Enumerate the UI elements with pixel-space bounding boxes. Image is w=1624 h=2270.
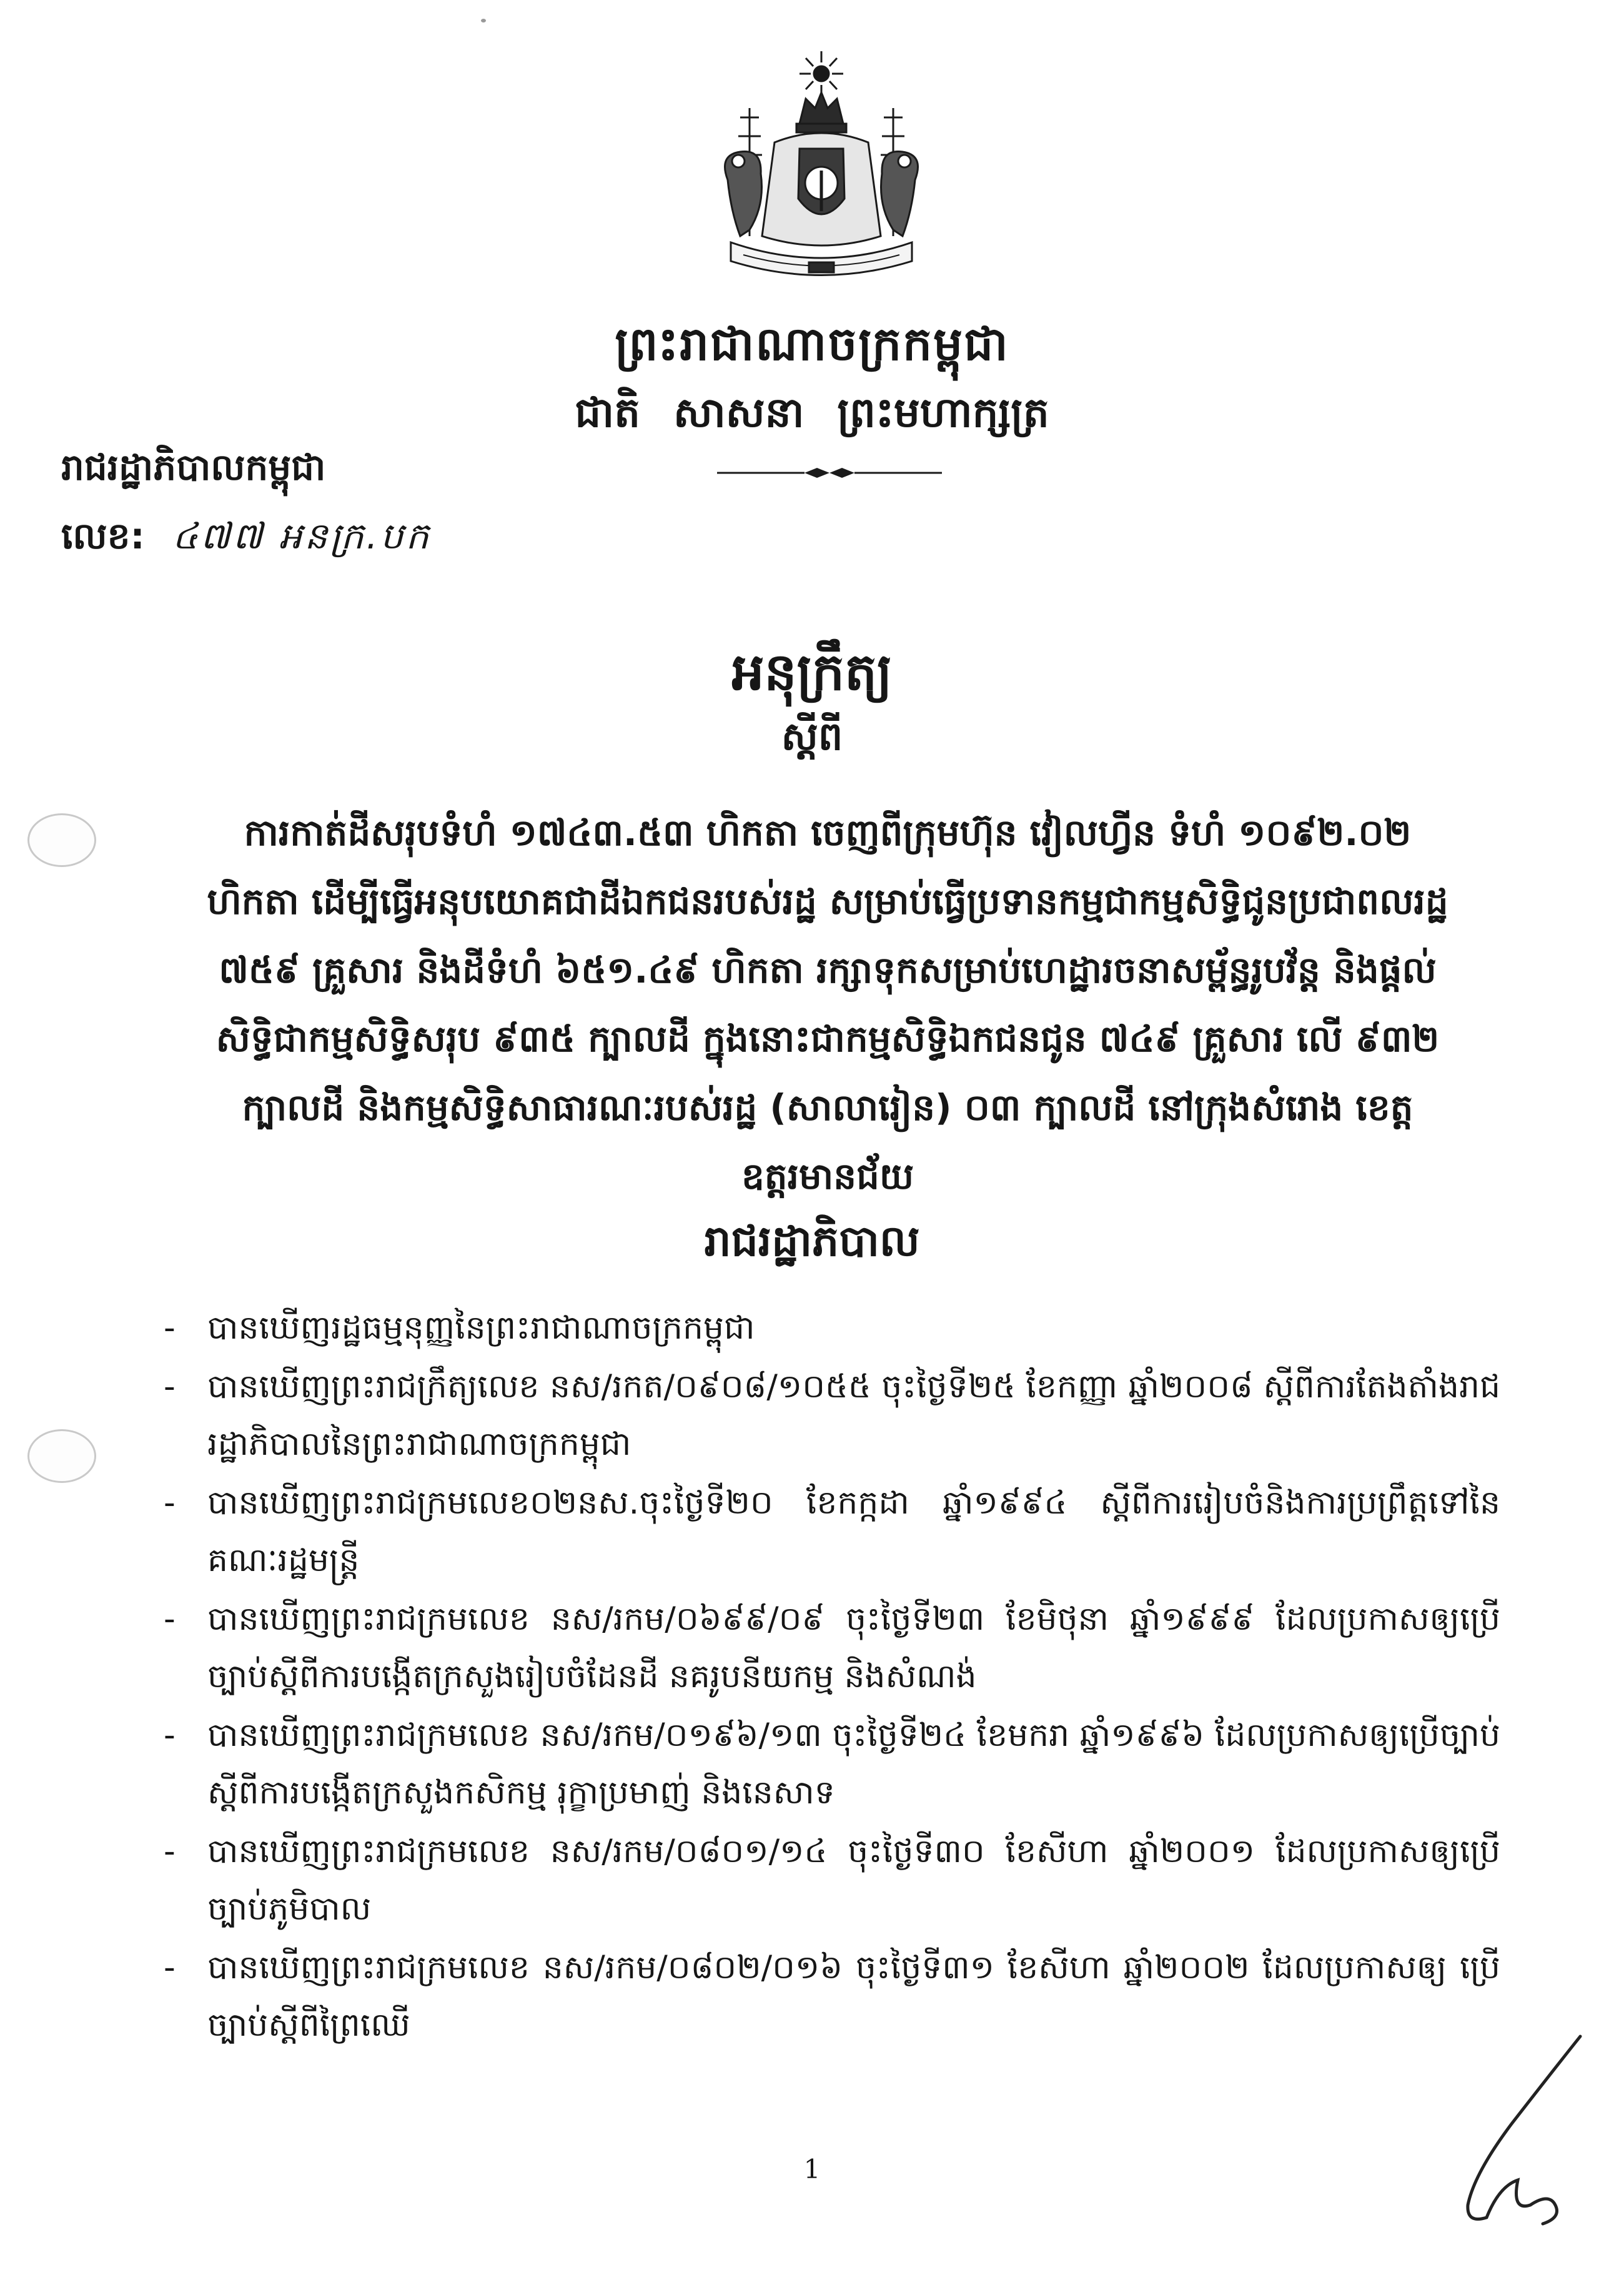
list-bullet: -	[164, 1833, 176, 1870]
list-bullet: -	[164, 1368, 176, 1405]
issuing-authority: រាជរដ្ឋាភិបាលកម្ពុជា	[61, 446, 326, 488]
royal-coat-of-arms-icon	[706, 49, 937, 292]
list-item-text: បានឃើញព្រះរាជក្រមលេខ នស/រកម/០៦៩៩/០៩ ចុះថ្ងៃទី២៣ ខែមិថុនា ឆ្នាំ១៩៩៩ ដែលប្រកាសឲ្យប្រើច្បាប់ស្ដីពីការបង្កើតក្រសួងរៀបចំដែនដី នគរូបនីយកម្ម និងសំណង់	[207, 1600, 1500, 1695]
section-heading: រាជរដ្ឋាភិបាល	[704, 1217, 920, 1266]
list-item	[164, 1590, 1500, 1705]
list-bullet: -	[164, 1309, 176, 1347]
list-item-text: បានឃើញរដ្ឋធម្មនុញ្ញនៃព្រះរាជាណាចក្រកម្ពុជា	[207, 1309, 755, 1347]
list-item	[164, 1707, 1500, 1821]
initial-signature-icon	[1430, 2030, 1593, 2236]
list-item	[164, 1474, 1500, 1589]
document-subtitle: ស្ដីពី	[781, 713, 843, 759]
document-title: អនុក្រឹត្យ	[731, 643, 893, 702]
list-item	[164, 1823, 1500, 1938]
national-motto: ជាតិ សាសនា ព្រះមហាក្សត្រ	[575, 389, 1049, 437]
page-number: 1	[803, 2154, 821, 2184]
list-item	[164, 1358, 1500, 1473]
list-item-text: បានឃើញព្រះរាជក្រមលេខ០២នស.ចុះថ្ងៃទី២០ ខែកក្កដា ឆ្នាំ១៩៩៤ ស្ដីពីការរៀបចំនិងការប្រព្រឹត្តទៅនៃគណៈរដ្ឋមន្ត្រី	[207, 1484, 1500, 1579]
list-item-text: បានឃើញព្រះរាជក្រមលេខ នស/រកម/០៨០១/១៤ ចុះថ្ងៃទី៣០ ខែសីហា ឆ្នាំ២០០១ ដែលប្រកាសឲ្យប្រើច្បាប់ភូមិបាល	[207, 1833, 1500, 1928]
list-item-text: បានឃើញព្រះរាជក្រឹត្យលេខ នស/រកត/០៩០៨/១០៥៥ ចុះថ្ងៃទី២៥ ខែកញ្ញា ឆ្នាំ២០០៨ ស្ដីពីការតែងតាំងរាជរដ្ឋាភិបាលនៃព្រះរាជាណាចក្រកម្ពុជា	[207, 1368, 1500, 1463]
reference-line	[61, 513, 431, 567]
list-item-text: បានឃើញព្រះរាជក្រមលេខ នស/រកម/០១៩៦/១៣ ចុះថ្ងៃទី២៤ ខែមករា ឆ្នាំ១៩៩៦ ដែលប្រកាសឲ្យប្រើច្បាប់ ស្ដីពីការបង្កើតក្រសួងកសិកម្ម រុក្ខាប្រមាញ់ និងនេសាទ	[207, 1717, 1500, 1812]
kingdom-name: ព្រះរាជាណាចក្រកម្ពុជា	[615, 317, 1009, 371]
list-item	[164, 1299, 1500, 1357]
list-bullet: -	[164, 1717, 176, 1754]
reference-number: ៤៧៧ អនក្រ.បក	[172, 515, 432, 557]
considerations-list	[164, 1299, 1500, 2055]
list-bullet: -	[164, 1600, 176, 1638]
divider-ornament-icon	[717, 465, 942, 480]
list-bullet: -	[164, 1484, 176, 1522]
reference-label: លេខ:	[61, 515, 145, 557]
scan-speck	[481, 19, 486, 22]
list-item-text: បានឃើញព្រះរាជក្រមលេខ នស/រកម/០៨០២/០១៦ ចុះថ្ងៃទី៣១ ខែសីហា ឆ្នាំ២០០២ ដែលប្រកាសឲ្យ ប្រើច្បាប់ស្ដីពីព្រៃឈើ	[207, 1949, 1500, 2044]
list-bullet: -	[164, 1949, 176, 1986]
decree-subject: ការកាត់ដីសរុបទំហំ ១៧៤៣.៥៣ ហិកតា ចេញពីក្រុមហ៊ុន វៀលហ្វីន ទំហំ ១០៩២.០២ ហិកតា ដើម្បីធ្វើអនុបយោគជាដីឯកជនរបស់រដ្ឋ សម្រាប់ធ្វើប្រទានកម្មជាកម្មសិទ្ធិជូនប្រជាពលរដ្ឋ ៧៥៩ គ្រួសារ និងដីទំហំ ៦៥១.៤៩ ហិកតា រក្សាទុកសម្រាប់ហេដ្ឋារចនាសម្ព័ន្ធរូបវ័ន្ត និងផ្ដល់សិទ្ធិជាកម្មសិទ្ធិសរុប ៩៣៥ ក្បាលដី ក្នុងនោះជាកម្មសិទ្ធិឯកជនជូន ៧៤៩ គ្រួសារ លើ ៩៣២ ក្បាលដី និងកម្មសិទ្ធិសាធារណៈរបស់រដ្ឋ (សាលារៀន) ០៣ ក្បាលដី នៅក្រុងសំរោង ខេត្តឧត្ដរមានជ័យ	[207, 811, 1448, 1197]
list-item	[164, 1939, 1500, 2054]
punch-hole-top	[27, 813, 96, 867]
punch-hole-bottom	[27, 1429, 96, 1483]
